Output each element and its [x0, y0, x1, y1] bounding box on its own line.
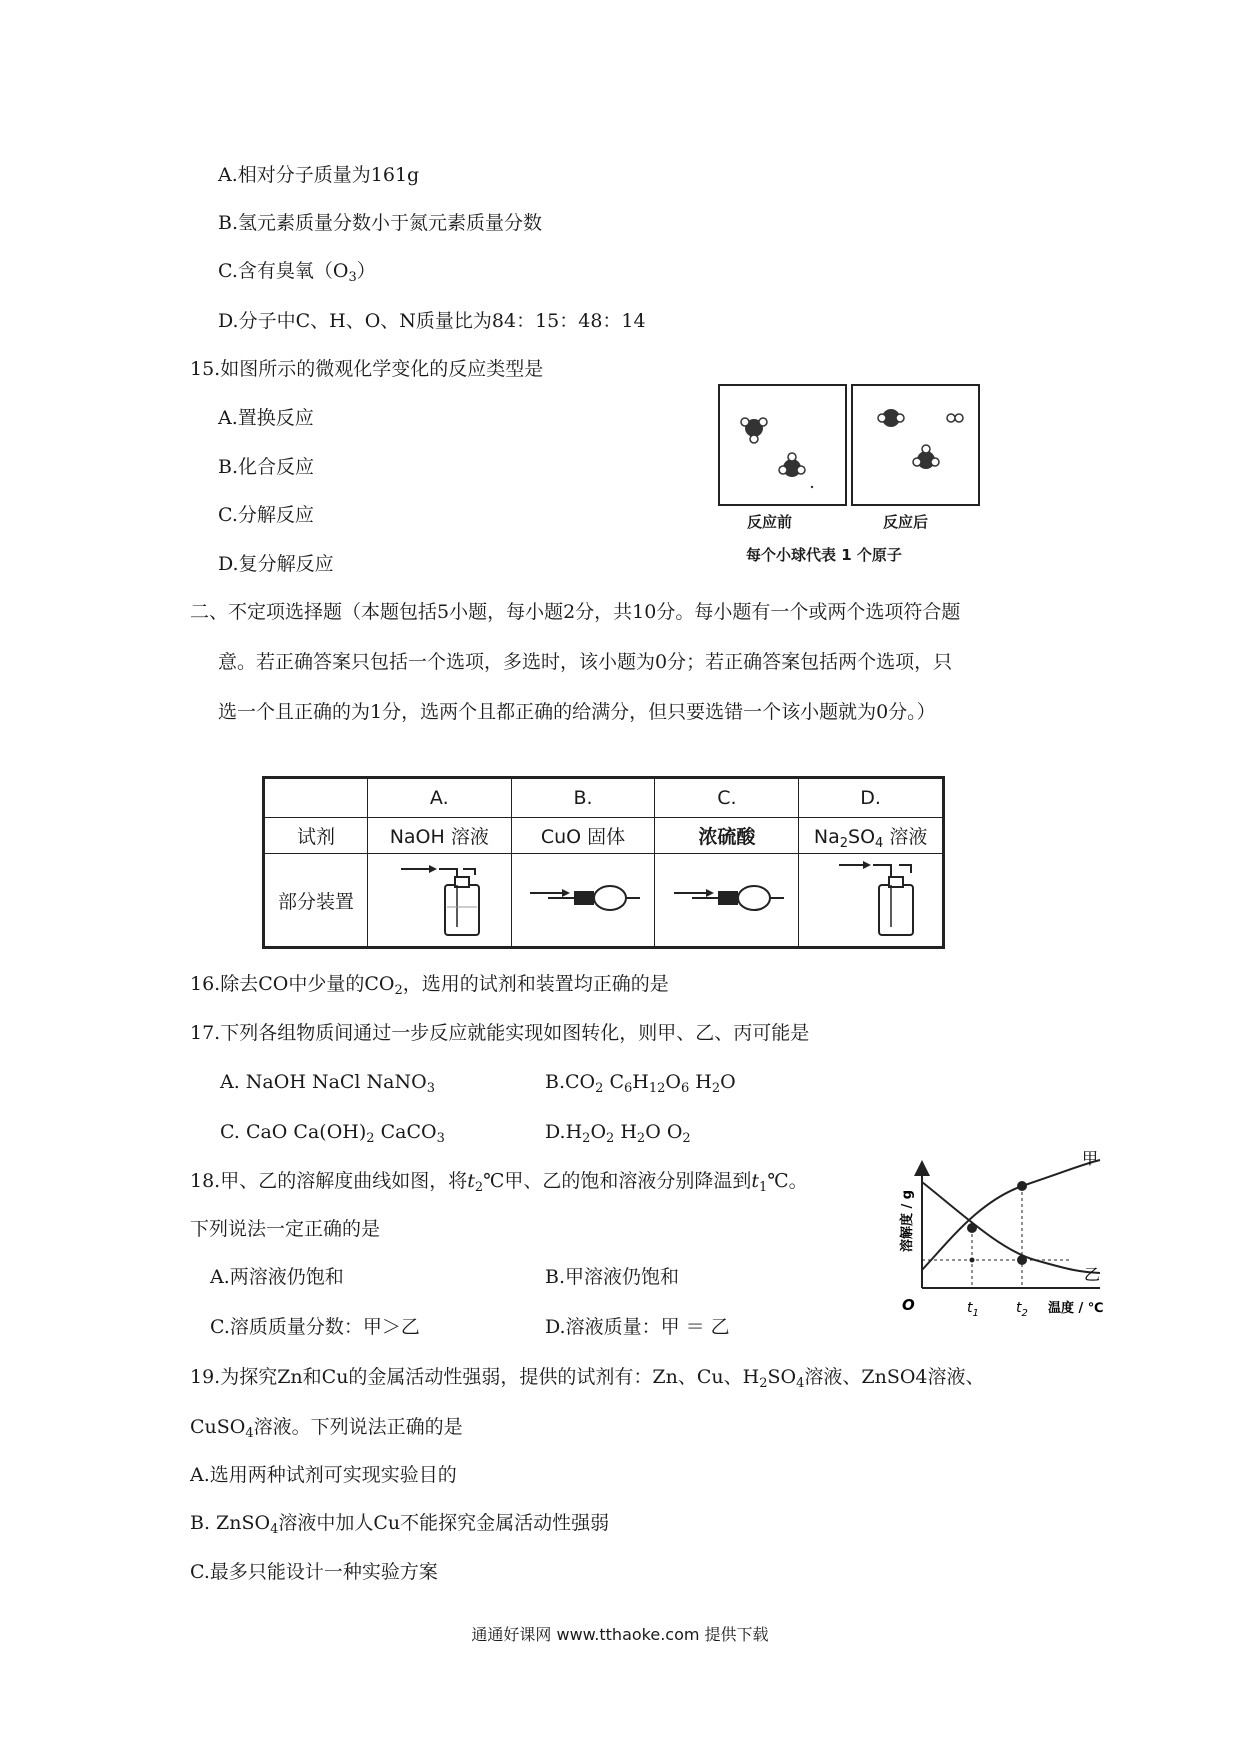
- molecule-diagram-after: [853, 386, 978, 504]
- table-reagent-c: 浓硫酸: [655, 818, 799, 854]
- solubility-graph: [890, 1140, 1130, 1336]
- q14-option-a: A.相对分子质量为161g: [218, 164, 420, 186]
- curve-yi-label: 乙: [1084, 1265, 1101, 1284]
- reaction-before-box: [718, 384, 847, 506]
- reaction-caption: 每个小球代表 1 个原子: [746, 546, 902, 564]
- q18-option-d: D.溶液质量：甲 ＝ 乙: [545, 1316, 730, 1338]
- q15-option-d: D.复分解反应: [218, 553, 334, 575]
- drying-tube-icon: [518, 855, 648, 941]
- molecule-diagram-before: [720, 386, 845, 504]
- q14-option-d: D.分子中C、H、O、N质量比为84：15：48：14: [218, 310, 646, 332]
- section2-line1: 二、不定项选择题（本题包括5小题，每小题2分，共10分。每小题有一个或两个选项符合题: [190, 601, 961, 623]
- molecule-after-h2: [947, 414, 963, 422]
- curve-jia: [922, 1160, 1100, 1270]
- q19-option-b: B. ZnSO$_4$溶液中加人Cu不能探究金属活动性强弱: [190, 1512, 610, 1537]
- drying-tube-icon: [662, 855, 792, 941]
- q19-option-c: C.最多只能设计一种实验方案: [190, 1561, 438, 1583]
- apparatus-c: [655, 854, 799, 948]
- q14-option-c: C.含有臭氧$(O_3)$: [218, 260, 376, 285]
- q15-option-a: A.置换反应: [218, 407, 314, 429]
- table-reagent-b: CuO 固体: [511, 818, 655, 854]
- q18-stem-2: 下列说法一定正确的是: [190, 1218, 381, 1240]
- molecule-before-2: [779, 453, 805, 477]
- jia-point-t2: [1017, 1181, 1027, 1191]
- q15-option-b: B.化合反应: [218, 456, 315, 478]
- q17-option-d: $D.H_2O_2$ $H_2O$ $O_2$: [545, 1121, 691, 1146]
- q17-option-c: C. CaO $Ca(OH)_2$ CaCO$_3$: [220, 1121, 445, 1146]
- reaction-after-box: [851, 384, 980, 506]
- section2-line3: 选一个且正确的为1分，选两个且都正确的给满分，但只要选错一个该小题就为0分。）: [218, 701, 936, 723]
- table-header-c: C.: [655, 778, 799, 818]
- t1-label: $t_1$: [967, 1300, 979, 1319]
- molecule-after-2: [913, 445, 939, 469]
- page-footer: 通通好课网 www.tthaoke.com 提供下载: [471, 1625, 769, 1644]
- molecule-after-1: [878, 409, 904, 427]
- x-axis-label: 温度 / ℃: [1048, 1301, 1104, 1316]
- q15-stem: 15.如图所示的微观化学变化的反应类型是: [190, 358, 544, 380]
- table-reagent-a: NaOH 溶液: [367, 818, 511, 854]
- gas-washing-bottle-icon: [811, 855, 931, 941]
- q18-stem: 18.甲、乙的溶解度曲线如图，将$t_2℃$甲、乙的饱和溶液分别降温到$t_1℃$。: [190, 1170, 808, 1195]
- q17-option-a: A. NaOH NaCl NaNO$_3$: [220, 1071, 435, 1096]
- table-row-label-reagent: 试剂: [264, 818, 368, 854]
- q18-option-b: B.甲溶液仍饱和: [545, 1266, 680, 1288]
- reaction-before-label: 反应前: [747, 513, 793, 531]
- q19-stem: 19.为探究Zn和Cu的金属活动性强弱，提供的试剂有：Zn、Cu、$H_2SO_4$溶液、ZnSO4溶液、: [190, 1366, 985, 1391]
- curve-jia-label: 甲: [1082, 1149, 1099, 1168]
- q19-option-a: A.选用两种试剂可实现实验目的: [190, 1464, 457, 1486]
- apparatus-d: [799, 854, 944, 948]
- q17-option-b: $B.CO_2$ $C_6H_{12}O_6$ $H_2O$: [545, 1071, 736, 1096]
- section2-line2: 意。若正确答案只包括一个选项，多选时，该小题为0分；若正确答案包括两个选项，只: [218, 651, 953, 673]
- table-header-b: B.: [511, 778, 655, 818]
- yi-point-t2: [1017, 1255, 1027, 1265]
- table-row-label-apparatus: 部分装置: [264, 854, 368, 948]
- table-header-d: D.: [799, 778, 944, 818]
- table-reagent-d: $Na_2SO_4$ 溶液: [799, 818, 944, 854]
- table-corner: [264, 778, 368, 818]
- q18-option-a: A.两溶液仍饱和: [210, 1266, 344, 1288]
- reaction-after-label: 反应后: [883, 513, 929, 531]
- molecule-before-1: [741, 418, 767, 443]
- q19-stem-2: CuSO$_4$溶液。下列说法正确的是: [190, 1416, 463, 1441]
- apparatus-b: [511, 854, 655, 948]
- q15-option-c: C.分解反应: [218, 504, 314, 526]
- origin-label: O: [902, 1296, 915, 1314]
- q18-option-c: C.溶质质量分数：甲＞乙: [210, 1316, 420, 1338]
- table-header-a: A.: [367, 778, 511, 818]
- q17-stem: 17.下列各组物质间通过一步反应就能实现如图转化，则甲、乙、丙可能是: [190, 1022, 810, 1044]
- q14-option-b: B.氢元素质量分数小于氮元素质量分数: [218, 212, 543, 234]
- t2-label: $t_2$: [1016, 1300, 1028, 1319]
- intersection-point: [967, 1223, 977, 1233]
- gas-washing-bottle-icon: [379, 855, 499, 941]
- reagent-table: [262, 776, 945, 949]
- y-axis-label: 溶解度 / g: [900, 1189, 915, 1252]
- q16-stem: 16.除去CO中少量的$CO_2$，选用的试剂和装置均正确的是: [190, 973, 669, 998]
- curve-yi: [922, 1182, 1100, 1273]
- apparatus-a: [367, 854, 511, 948]
